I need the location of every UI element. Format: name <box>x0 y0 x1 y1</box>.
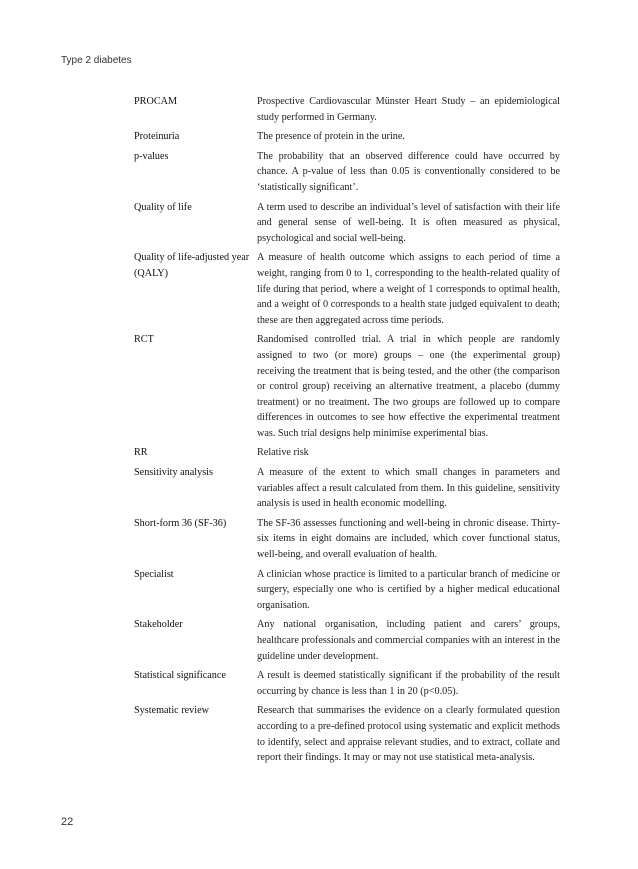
glossary-definition: A term used to describe an individual’s level of satisfaction with their life and general sense of well-being. It is often measured as physical, psychological and social well-being. <box>257 201 560 244</box>
glossary-definition: Any national organisation, including patient and carers’ groups, healthcare professionals and commercial companies with an interest in the guideline under development. <box>257 619 560 662</box>
glossary-definition: The probability that an observed difference could have occurred by chance. A p-value of less than 0.05 is conventionally considered to be ‘statistically significant’. <box>257 150 560 193</box>
glossary-term: Statistical significance <box>134 670 226 682</box>
glossary-term: Short-form 36 (SF-36) <box>134 517 227 529</box>
glossary-entry <box>134 445 560 461</box>
glossary-term: RCT <box>134 334 154 346</box>
glossary-definition: Relative risk <box>257 447 309 459</box>
glossary-entry <box>134 668 560 699</box>
glossary-term: Specialist <box>134 568 174 580</box>
glossary-entry <box>134 332 560 441</box>
glossary-definition: Randomised controlled trial. A trial in which people are randomly assigned to two (or more) groups – one (the experimental group) receiving the treatment that is being tested, and the other (the comparison or control group) receiving an alternative treatment, a placebo (dummy treatment) or no treatment. The two groups are followed up to compare differences in outcomes to see how effective the experimental treatment was. Such trial designs help minimise experimental bias. <box>257 334 560 439</box>
glossary-definition: The presence of protein in the urine. <box>257 131 405 143</box>
glossary-term: RR <box>134 447 148 459</box>
glossary-term: PROCAM <box>134 96 178 107</box>
glossary-entry <box>134 129 560 145</box>
running-header: Type 2 diabetes <box>61 55 132 66</box>
glossary-definition: A measure of the extent to which small changes in parameters and variables affect a result calculated from them. In this guideline, sensitivity analysis is used in health economic modelling. <box>257 467 560 510</box>
glossary-definition: A clinician whose practice is limited to a particular branch of medicine or surgery, especially one who is certified by a higher medical educational organisation. <box>257 568 560 611</box>
glossary-entry <box>134 516 560 563</box>
glossary-term: p-values <box>134 150 169 162</box>
glossary-term: Stakeholder <box>134 619 183 631</box>
glossary-definition: Prospective Cardiovascular Münster Heart Study – an epidemiological study performed in Germany. <box>257 96 560 123</box>
glossary-term: Proteinuria <box>134 131 180 143</box>
glossary-definition: Research that summarises the evidence on a clearly formulated question according to a pre-defined protocol using systematic and explicit methods to identify, select and appraise relevant studies, and to extract, collate and report their findings. It may or may not use statistical meta-analysis. <box>257 705 560 764</box>
glossary-term: Sensitivity analysis <box>134 467 213 479</box>
glossary-entry <box>134 465 560 512</box>
glossary-definition: A result is deemed statistically significant if the probability of the result occurring by chance is less than 1 in 20 (p<0.05). <box>257 670 560 697</box>
glossary-entry <box>134 703 560 765</box>
page-number: 22 <box>61 816 74 828</box>
glossary-entry <box>134 567 560 614</box>
glossary-entry <box>134 200 560 247</box>
glossary-entry <box>134 250 560 328</box>
glossary-entry <box>134 617 560 664</box>
glossary-entry <box>134 149 560 196</box>
glossary-list <box>134 94 560 770</box>
glossary-definition: A measure of health outcome which assigns to each period of time a weight, ranging from 0 to 1, corresponding to the health-related quality of life during that period, where a weight of 1 corresponds to optimal health, and a weight of 0 corresponds to a health state judged equivalent to death; these are then aggregated across time periods. <box>257 252 560 326</box>
glossary-definition: The SF-36 assesses functioning and well-being in chronic disease. Thirty-six items in eight domains are included, which cover functional status, well-being, and overall evaluation of health. <box>257 517 560 561</box>
glossary-term: Systematic review <box>134 705 209 717</box>
glossary-entry <box>134 94 560 125</box>
glossary-term: Quality of life-adjusted year (QALY) <box>134 252 250 279</box>
glossary-term: Quality of life <box>134 201 192 213</box>
